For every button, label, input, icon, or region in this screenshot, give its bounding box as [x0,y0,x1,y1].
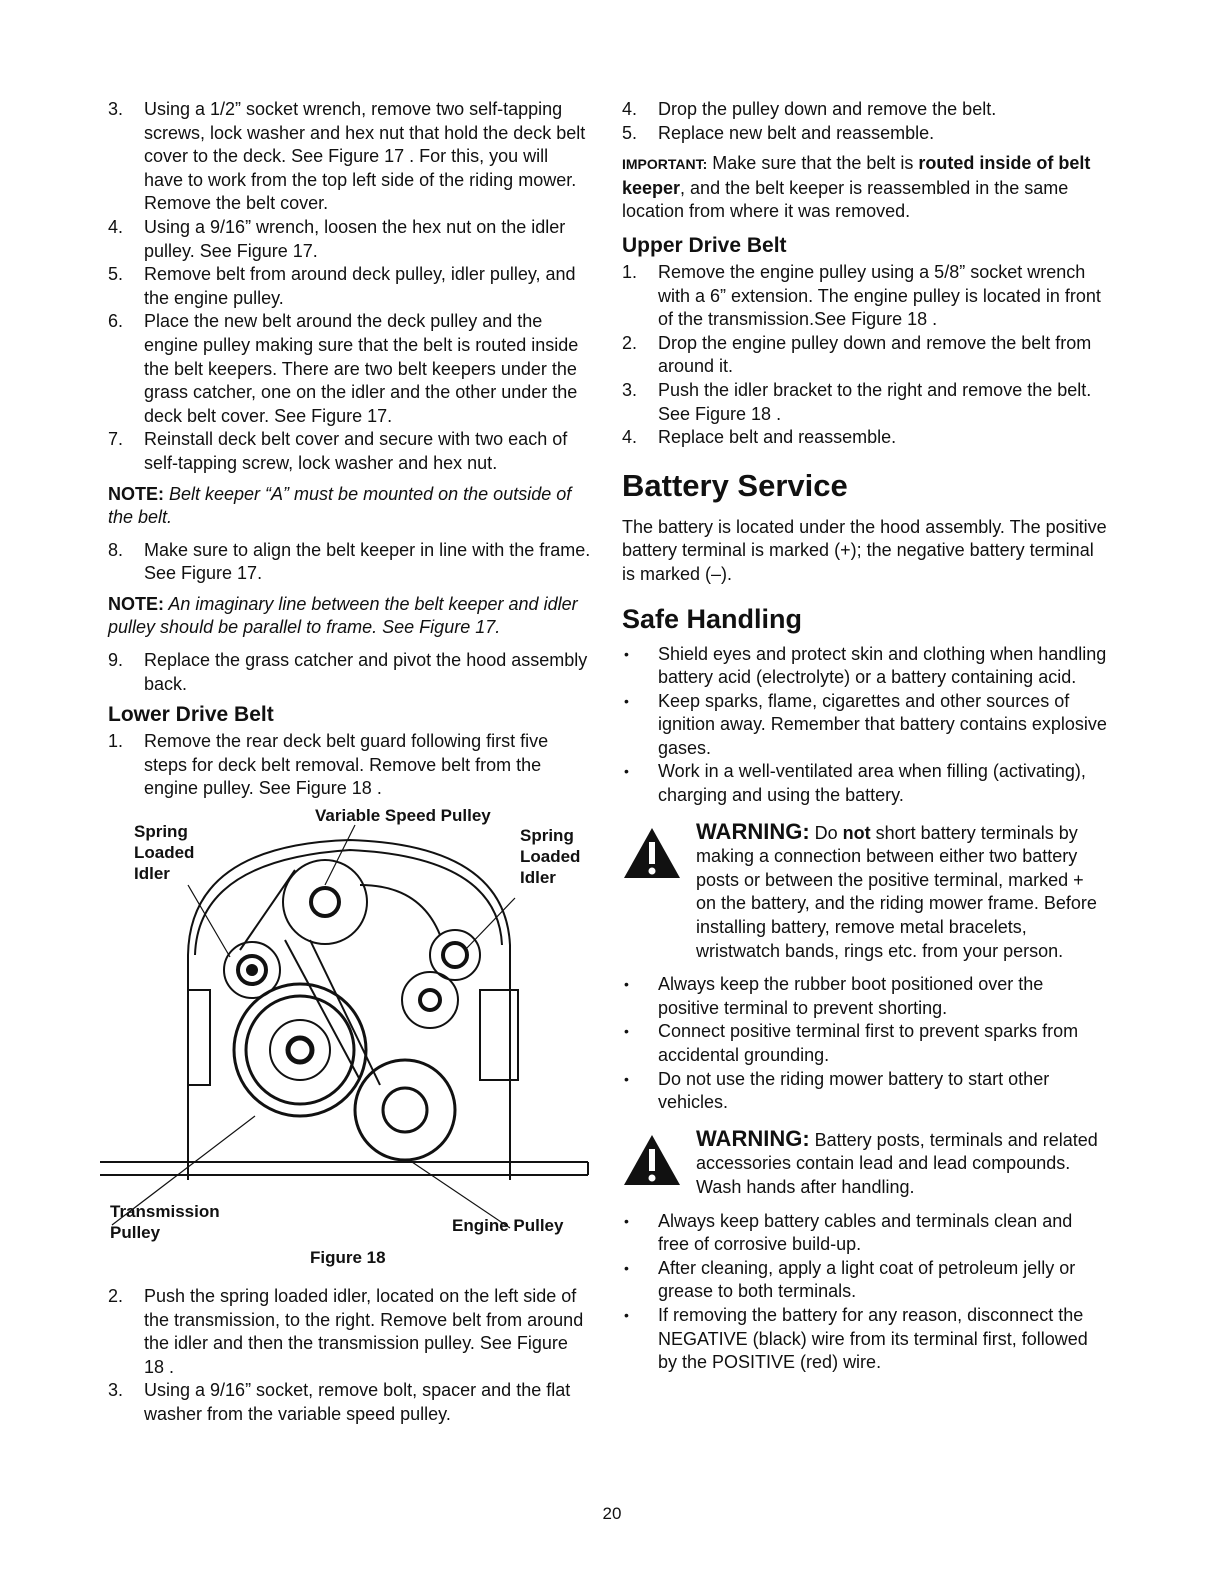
warning-short-terminals [622,820,1108,964]
step-number: 1. [622,261,638,282]
step-number: 3. [108,99,124,119]
step-text: Drop the pulley down and remove the belt. [658,99,997,119]
important-emphasis: routed inside of belt keeper [622,153,1091,198]
list-item: • After cleaning, apply a light coat of petroleum jelly or grease to both terminals. [622,1257,1108,1304]
warning-lead [622,1127,1108,1200]
list-item: • Always keep the rubber boot positioned over the positive terminal to prevent shorting. [622,973,1108,1020]
step-number: 4. [108,216,124,237]
step-text: Replace the grass catcher and pivot the hood assembly back. [144,650,588,694]
warning-label: WARNING: [696,1125,810,1151]
note-text: Belt keeper “A” must be mounted on the outside of the belt. [108,483,572,528]
list-item: • Shield eyes and protect skin and clothing when handling battery acid (electrolyte) or a battery containing acid. [622,643,1108,690]
step-text: Push the idler bracket to the right and remove the belt. See Figure 18 . [658,379,1092,424]
important-label: IMPORTANT: [622,156,708,173]
safety-bullets-c [622,1210,1108,1375]
list-item [108,1285,592,1379]
step-number: 6. [108,311,124,332]
warning-triangle-icon [622,826,682,880]
lower-drive-belt-heading: Lower Drive Belt [108,703,274,727]
step-number: 3. [108,1380,124,1401]
step-text: Place the new belt around the deck pulley and the engine pulley making sure that the belt is routed inside the belt keepers. There are two belt keepers under the grass catcher, one on the idler and the other under the deck belt cover. See Figure 17. [144,311,579,426]
list-item: • Work in a well-ventilated area when filling (activating), charging and using the battery. [622,760,1108,807]
warning-text: Battery posts, terminals and related accessories contain lead and lead compounds. Wash hands after handling. [696,1129,1098,1197]
step-number: 5. [622,122,638,143]
safety-bullets-a [622,643,1108,808]
safety-bullets-b [622,973,1108,1115]
warning-text: Do [809,822,843,843]
left-column [108,98,592,1427]
step-number: 5. [108,264,124,285]
list-item [108,428,592,475]
safe-handling-heading: Safe Handling [622,603,803,634]
step-number: 4. [622,99,638,119]
figure-caption: Figure 18 [310,1248,386,1268]
step-text: Reinstall deck belt cover and secure with two each of self-tapping screw, lock washer and hex nut. [144,429,568,473]
step-number: 9. [108,650,124,671]
list-item [108,1379,592,1426]
list-item [108,310,592,428]
warning-label: WARNING: [696,818,810,844]
lower-belt-steps [108,1285,592,1427]
list-item [108,730,592,801]
note-label: NOTE: [108,483,164,504]
important-note [622,152,1108,224]
step-text: Using a 9/16” wrench, loosen the hex nut on the idler pulley. See Figure 17. [144,216,566,261]
list-item: • Do not use the riding mower battery to start other vehicles. [622,1068,1108,1115]
important-text: , and the belt keeper is reassembled in the same location from where it was removed. [622,177,1069,222]
list-item [622,332,1108,379]
deck-belt-steps [108,98,592,476]
step-number: 4. [622,427,638,448]
step-number: 3. [622,379,638,400]
step-text: Make sure to align the belt keeper in line with the frame. See Figure 17. [144,539,591,584]
step-text: Remove belt from around deck pulley, idler pulley, and the engine pulley. [144,264,576,308]
list-item: • If removing the battery for any reason, disconnect the NEGATIVE (black) wire from its terminal first, followed by the POSITIVE (red) wire. [622,1304,1108,1375]
label-engine-pulley: Engine Pulley [452,1216,564,1236]
figure-18 [100,805,590,1275]
step-text: Push the spring loaded idler, located on the left side of the transmission, to the right. Remove belt from around the idler and then the transmission pulley. See Figure 18 . [144,1286,584,1377]
note-imaginary-line [108,593,592,640]
step-text: Drop the engine pulley down and remove the belt from around it. [658,332,1092,377]
note-label: NOTE: [108,593,164,614]
upper-belt-steps [622,261,1108,450]
important-text: Make sure that the belt is [707,153,919,174]
step-text: Using a 9/16” socket, remove bolt, spacer and the flat washer from the variable speed pulley. [144,1380,571,1424]
belt-steps-continued [622,98,1108,145]
right-column [622,98,1108,1375]
step-text: Remove the engine pulley using a 5/8” socket wrench with a 6” extension. The engine pulley is located in front of the transmission.See Figure 18 . [658,261,1101,330]
list-item [108,263,592,310]
list-item [108,649,592,696]
list-item: • Connect positive terminal first to prevent sparks from accidental grounding. [622,1020,1108,1067]
list-item [108,98,592,216]
warning-triangle-icon [622,1133,682,1187]
page-number: 20 [602,1504,622,1523]
label-right-spring-loaded-idler: Spring Loaded Idler [520,826,581,888]
battery-service-heading: Battery Service [622,467,848,503]
warning-text: short battery terminals by making a connection between either two battery posts or between the positive terminal, marked + on the battery, and the riding mower frame. Before installing battery, remove metal bracelets, wristwatch bands, rings etc. from your person. [696,822,1097,961]
list-item: • Keep sparks, flame, cigarettes and other sources of ignition away. Remember that battery contains explosive gases. [622,690,1108,761]
upper-drive-belt-heading: Upper Drive Belt [622,233,787,257]
list-item [622,261,1108,332]
step-number: 2. [622,332,638,353]
step-number: 7. [108,429,124,450]
warning-emphasis: not [842,822,871,843]
step-text: Replace new belt and reassemble. [658,122,935,143]
note-text: An imaginary line between the belt keeper and idler pulley should be parallel to frame. See Figure 17. [108,593,578,638]
label-left-spring-loaded-idler: Spring Loaded Idler [134,822,195,884]
step-number: 1. [108,731,124,752]
step-number: 8. [108,539,124,560]
list-item [622,379,1108,426]
step-text: Remove the rear deck belt guard following first five steps for deck belt removal. Remove belt from the engine pulley. See Figure 18 . [144,731,549,799]
list-item [108,216,592,263]
label-transmission-pulley: Transmission Pulley [110,1202,220,1243]
list-item [622,122,1108,146]
step-text: Using a 1/2” socket wrench, remove two self-tapping screws, lock washer and hex nut that hold the deck belt cover to the deck. See Figure 17 . For this, you will have to work from the top left side of the riding mower. Remove the belt cover. [144,99,586,214]
step-text: Replace belt and reassemble. [658,427,897,448]
label-variable-speed-pulley: Variable Speed Pulley [315,806,491,826]
list-item [622,98,1108,122]
battery-intro: The battery is located under the hood assembly. The positive battery terminal is marked (+); the negative battery terminal is marked (–). [622,516,1107,584]
list-item [622,426,1108,450]
step-number: 2. [108,1286,124,1307]
list-item: • Always keep battery cables and terminals clean and free of corrosive build-up. [622,1210,1108,1257]
note-belt-keeper [108,483,592,530]
list-item [108,539,592,586]
